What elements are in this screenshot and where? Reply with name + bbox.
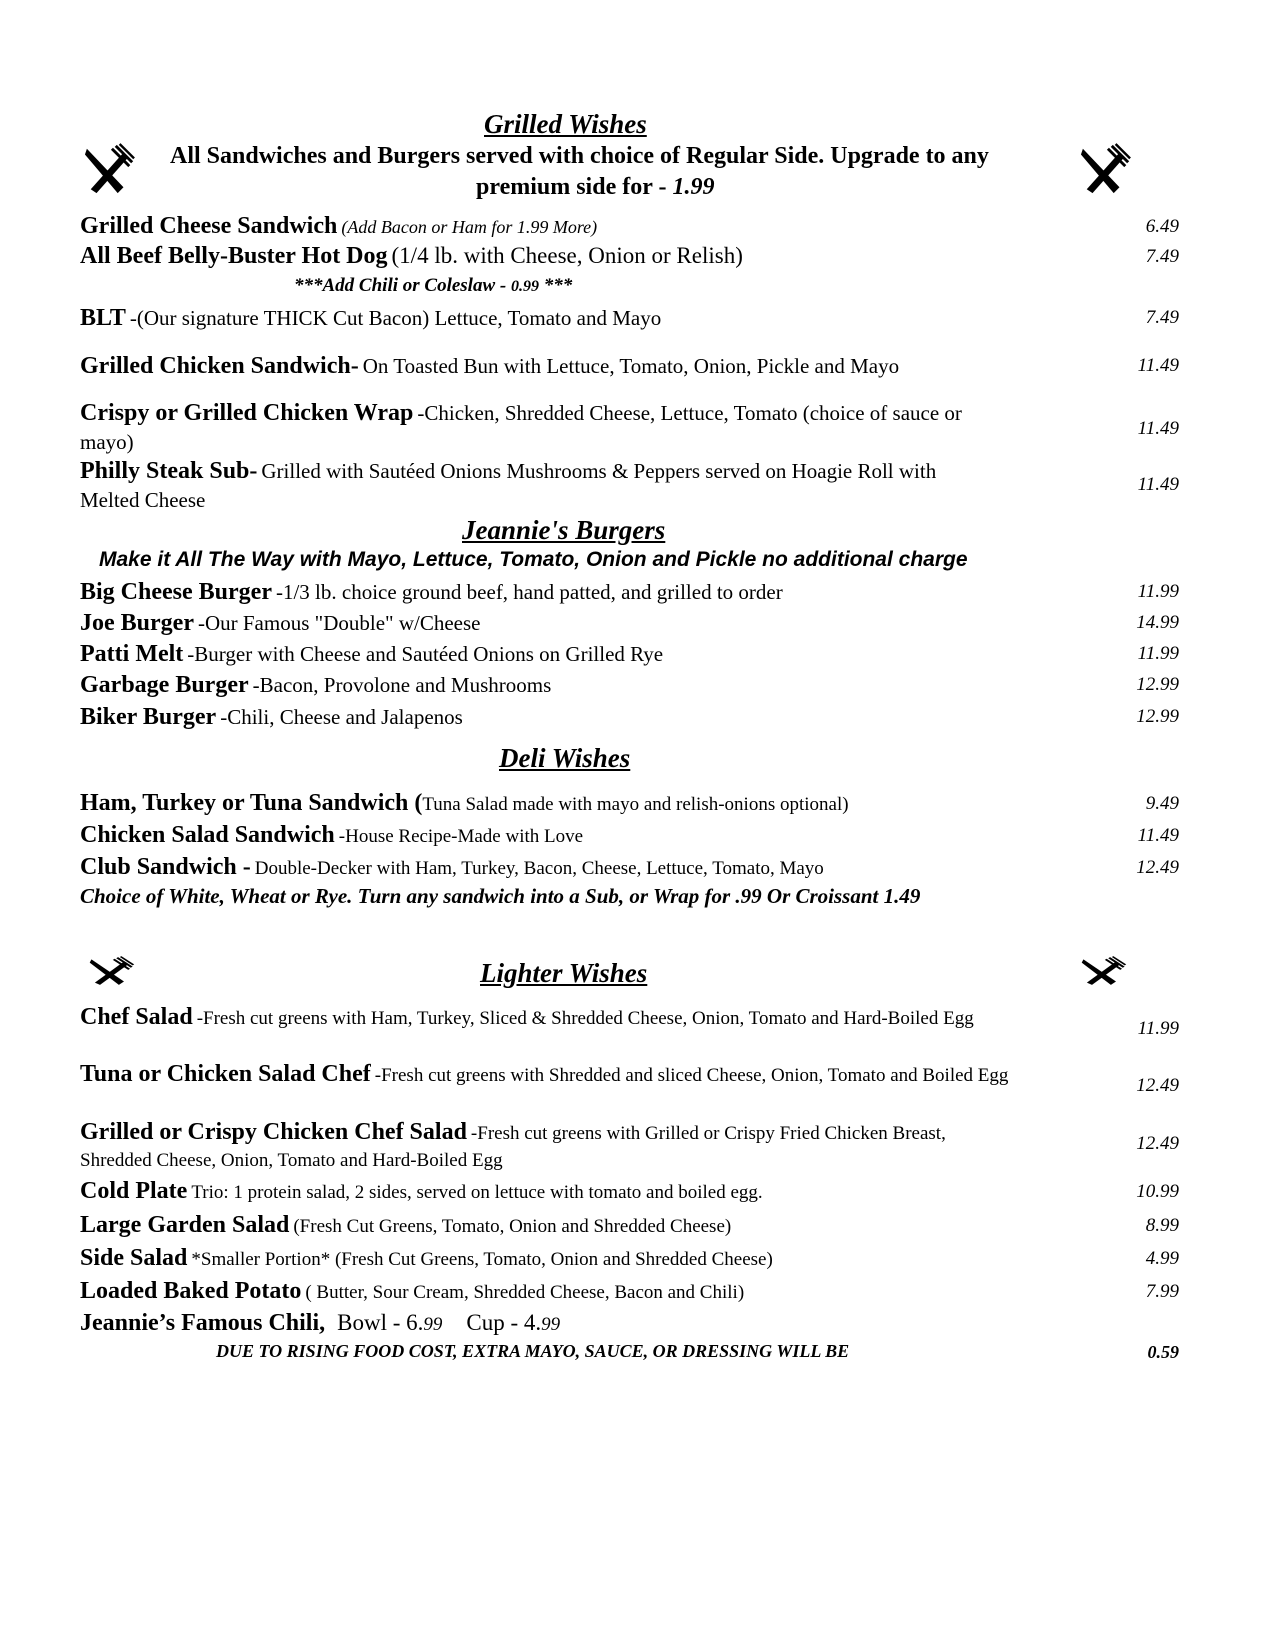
item-desc: -(Our signature THICK Cut Bacon) Lettuce, Tomato and Mayo — [129, 306, 662, 330]
burgers-subheading: Make it All The Way with Mayo, Lettuce, Tomato, Onion and Pickle no additional charge — [99, 548, 968, 571]
item-desc: ( Butter, Sour Cream, Shredded Cheese, Bacon and Chili) — [305, 1282, 745, 1303]
item-desc: -Our Famous "Double" w/Cheese — [197, 611, 481, 635]
menu-item — [80, 305, 1180, 332]
fork-and-knife-icon — [1080, 956, 1128, 986]
item-desc: -Burger with Cheese and Sautéed Onions on Grilled Rye — [187, 642, 664, 666]
item-desc: Grilled with Sautéed Onions Mushrooms & Peppers served on Hoagie Roll with Melted Cheese — [80, 459, 937, 512]
menu-item — [80, 822, 1180, 849]
item-name: Chef Salad — [80, 1004, 193, 1030]
item-name: Ham, Turkey or Tuna Sandwich ( — [80, 790, 423, 816]
item-price: 11.49 — [1137, 825, 1179, 846]
item-price: 11.49 — [1137, 355, 1179, 376]
item-name: All Beef Belly-Buster Hot Dog — [80, 243, 388, 269]
deli-bread-note: Choice of White, Wheat or Rye. Turn any sandwich into a Sub, or Wrap for .99 Or Croissant 1.49 — [80, 884, 921, 908]
menu-item — [80, 610, 1180, 637]
food-cost-notice: DUE TO RISING FOOD COST, EXTRA MAYO, SAUCE, OR DRESSING WILL BE — [216, 1341, 850, 1361]
item-price: 11.99 — [1137, 1018, 1179, 1039]
item-price: 12.49 — [1136, 857, 1179, 878]
item-desc: -Chicken, Shredded Cheese, Lettuce, Tomato (choice of sauce or mayo) — [80, 401, 962, 454]
item-desc: Double-Decker with Ham, Turkey, Bacon, Cheese, Lettuce, Tomato, Mayo — [254, 858, 824, 879]
item-name: Grilled or Crispy Chicken Chef Salad — [80, 1119, 467, 1145]
item-name: Chicken Salad Sandwich — [80, 822, 335, 848]
menu-item — [80, 1278, 1180, 1305]
menu-item — [80, 1119, 1010, 1175]
item-desc: Tuna Salad made with mayo and relish-onions optional) — [422, 794, 849, 815]
item-price: 7.49 — [1145, 307, 1179, 328]
item-name: Biker Burger — [80, 704, 217, 730]
menu-item — [80, 1178, 1180, 1205]
hotdog-note-end: *** — [543, 275, 573, 296]
item-name: Jeannie’s Famous Chili, — [80, 1310, 326, 1336]
notice-price: 0.59 — [1147, 1342, 1179, 1362]
item-desc: (1/4 lb. with Cheese, Onion or Relish) — [391, 243, 743, 268]
section-heading-deli: Deli Wishes — [499, 743, 631, 773]
menu-item — [80, 854, 1180, 881]
item-price: 12.99 — [1136, 706, 1179, 727]
fork-and-knife-icon — [1078, 143, 1134, 195]
chili-cup: Cup - 4. — [466, 1310, 542, 1335]
item-desc: -House Recipe-Made with Love — [338, 826, 584, 847]
item-name: Crispy or Grilled Chicken Wrap — [80, 400, 414, 426]
section-heading-lighter: Lighter Wishes — [480, 958, 648, 988]
menu-item — [80, 790, 1180, 817]
menu-item — [80, 243, 1180, 270]
item-price: 12.99 — [1136, 674, 1179, 695]
item-price: 10.99 — [1136, 1181, 1179, 1202]
menu-item — [80, 579, 1180, 606]
menu-item — [80, 1004, 1010, 1033]
item-name: Joe Burger — [80, 610, 194, 636]
item-price: 14.99 — [1136, 612, 1179, 633]
menu-item — [80, 1245, 1180, 1272]
item-desc: *Smaller Portion* (Fresh Cut Greens, Tomato, Onion and Shredded Cheese) — [191, 1249, 773, 1270]
fork-and-knife-icon — [82, 143, 138, 195]
item-price: 11.99 — [1137, 581, 1179, 602]
item-price: 11.49 — [1137, 418, 1179, 439]
menu-item — [80, 1212, 1180, 1239]
item-desc: On Toasted Bun with Lettuce, Tomato, Onion, Pickle and Mayo — [362, 354, 900, 378]
item-desc: (Add Bacon or Ham for 1.99 More) — [341, 217, 598, 237]
item-price: 9.49 — [1145, 793, 1179, 814]
item-desc: Trio: 1 protein salad, 2 sides, served on lettuce with tomato and boiled egg. — [191, 1182, 763, 1203]
grilled-intro-text: premium side for - — [476, 174, 667, 200]
item-desc: -Fresh cut greens with Grilled or Crispy Fried Chicken Breast, Shredded Cheese, Onion, Tomato and Hard-Boiled Egg — [80, 1123, 946, 1171]
item-name: Tuna or Chicken Salad Chef — [80, 1061, 371, 1087]
item-price: 6.49 — [1145, 216, 1179, 237]
item-price: 11.49 — [1137, 474, 1179, 495]
item-price: 8.99 — [1145, 1215, 1179, 1236]
menu-item — [80, 400, 1000, 458]
item-desc: (Fresh Cut Greens, Tomato, Onion and Shredded Cheese) — [293, 1216, 732, 1237]
menu-item — [80, 704, 1180, 731]
hotdog-addon-note — [294, 275, 572, 297]
menu-item — [80, 213, 1180, 240]
menu-item — [80, 672, 1180, 699]
item-name: BLT — [80, 305, 126, 331]
item-name: Philly Steak Sub- — [80, 458, 258, 484]
menu-item — [80, 353, 1180, 380]
item-name: Big Cheese Burger — [80, 579, 272, 605]
menu-item — [80, 641, 1180, 668]
item-desc: -Fresh cut greens with Shredded and sliced Cheese, Onion, Tomato and Boiled Egg — [374, 1065, 1009, 1086]
item-name: Cold Plate — [80, 1178, 188, 1204]
chili-bowl: Bowl - 6. — [337, 1310, 424, 1335]
item-desc: -Fresh cut greens with Ham, Turkey, Sliced & Shredded Cheese, Onion, Tomato and Hard-Boiled Egg — [196, 1008, 974, 1029]
menu-item — [80, 1061, 1010, 1090]
item-price: 12.49 — [1136, 1133, 1179, 1154]
section-heading-burgers: Jeannie's Burgers — [462, 515, 666, 545]
menu-item — [80, 458, 1000, 516]
item-name: Grilled Cheese Sandwich — [80, 213, 338, 239]
grilled-intro-line2 — [476, 174, 714, 201]
hotdog-note-text: ***Add Chili or Coleslaw - — [294, 275, 507, 296]
item-name: Loaded Baked Potato — [80, 1278, 302, 1304]
item-price: 11.99 — [1137, 643, 1179, 664]
item-name: Patti Melt — [80, 641, 184, 667]
item-name: Large Garden Salad — [80, 1212, 290, 1238]
menu-item-chili — [80, 1310, 1180, 1337]
item-price: 7.49 — [1145, 246, 1179, 267]
item-price: 7.99 — [1145, 1281, 1179, 1302]
fork-and-knife-icon — [88, 956, 136, 986]
item-desc: -Bacon, Provolone and Mushrooms — [252, 673, 552, 697]
grilled-intro-price: 1.99 — [672, 174, 715, 200]
item-name: Club Sandwich - — [80, 854, 251, 880]
item-name: Grilled Chicken Sandwich- — [80, 353, 359, 379]
item-price: 12.49 — [1136, 1075, 1179, 1096]
chili-bowl-cents: 99 — [423, 1314, 443, 1335]
item-name: Garbage Burger — [80, 672, 249, 698]
item-desc: -1/3 lb. choice ground beef, hand patted, and grilled to order — [275, 580, 783, 604]
item-name: Side Salad — [80, 1245, 188, 1271]
item-price: 4.99 — [1145, 1248, 1179, 1269]
section-heading-grilled: Grilled Wishes — [484, 109, 647, 139]
grilled-intro-line1: All Sandwiches and Burgers served with choice of Regular Side. Upgrade to any — [170, 143, 989, 169]
chili-cup-cents: 99 — [541, 1314, 561, 1335]
item-desc: -Chili, Cheese and Jalapenos — [220, 705, 463, 729]
hotdog-note-price: 0.99 — [510, 278, 539, 295]
